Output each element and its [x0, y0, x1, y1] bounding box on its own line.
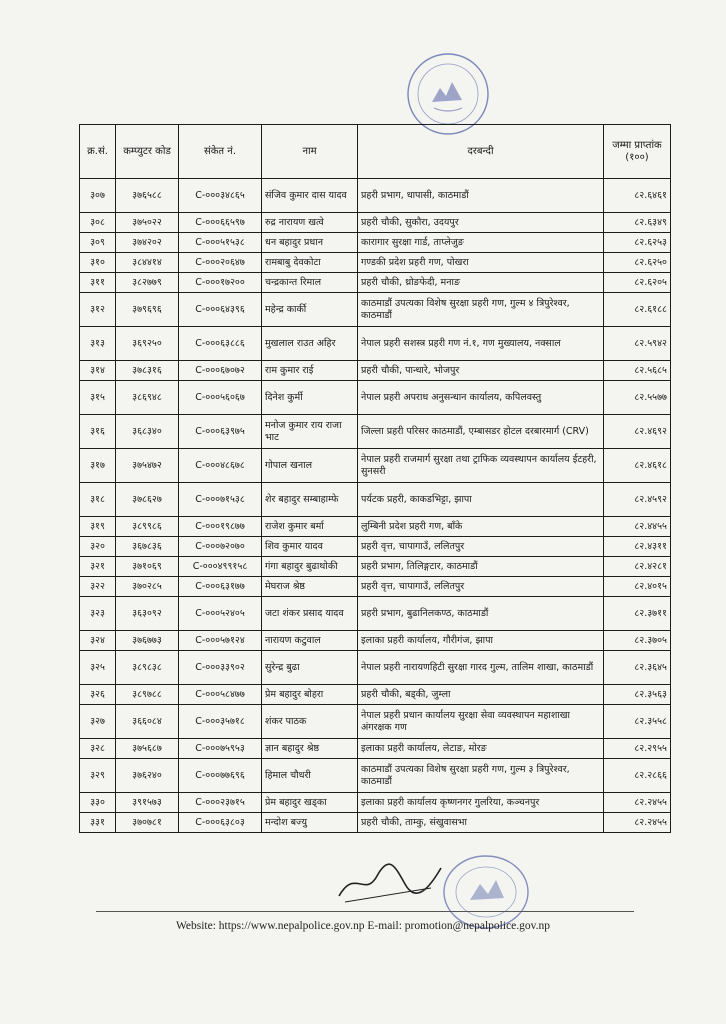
table-row	[80, 793, 671, 813]
table-body	[80, 179, 671, 833]
cell-total-marks: ८२.४४५५	[604, 517, 671, 537]
cell-name: रामबाबु देवकोटा	[262, 253, 358, 273]
cell-total-marks: ८२.६२५३	[604, 233, 671, 253]
cell-posting: प्रहरी प्रभाग, बुढानिलकण्ठ, काठमाडौं	[358, 597, 604, 631]
cell-serial: ३३०	[80, 793, 116, 813]
cell-serial: ३२२	[80, 577, 116, 597]
table-row	[80, 705, 671, 739]
table-row	[80, 557, 671, 577]
cell-symbol-no: C-०००४८६७८	[179, 449, 262, 483]
cell-total-marks: ८२.२९५५	[604, 739, 671, 759]
cell-posting: नेपाल प्रहरी सशस्त्र प्रहरी गण नं.१, गण मुख्यालय, नक्साल	[358, 327, 604, 361]
table-row	[80, 327, 671, 361]
table-header-row	[80, 125, 671, 179]
cell-serial: ३१३	[80, 327, 116, 361]
table-row	[80, 651, 671, 685]
cell-posting: नेपाल प्रहरी प्रधान कार्यालय सुरक्षा सेवा व्यवस्थापन महाशाखा अंगरक्षक गण	[358, 705, 604, 739]
cell-computer-code: ३७५०२२	[116, 213, 179, 233]
table-row	[80, 813, 671, 833]
cell-total-marks: ८२.२८६६	[604, 759, 671, 793]
table-row	[80, 597, 671, 631]
cell-serial: ३२८	[80, 739, 116, 759]
cell-posting: इलाका प्रहरी कार्यालय, लेटाङ, मोरङ	[358, 739, 604, 759]
cell-serial: ३२०	[80, 537, 116, 557]
cell-name: ज्ञान बहादुर श्रेष्ठ	[262, 739, 358, 759]
cell-computer-code: ३७५४७२	[116, 449, 179, 483]
table-row	[80, 233, 671, 253]
table-row	[80, 253, 671, 273]
cell-symbol-no: C-०००३५७१८	[179, 705, 262, 739]
cell-serial: ३०९	[80, 233, 116, 253]
header-total-marks: जम्मा प्राप्तांक (१००)	[604, 125, 671, 179]
cell-posting: काठमाडौं उपत्यका विशेष सुरक्षा प्रहरी गण, गुल्म ३ त्रिपुरेश्वर, काठमाडौं	[358, 759, 604, 793]
cell-posting: प्रहरी चौकी, ताम्कु, संखुवासभा	[358, 813, 604, 833]
cell-symbol-no: C-०००५८४७७	[179, 685, 262, 705]
cell-symbol-no: C-०००६४३९६	[179, 293, 262, 327]
cell-total-marks: ८२.४६९२	[604, 415, 671, 449]
cell-name: महेन्द्र कार्की	[262, 293, 358, 327]
cell-total-marks: ८२.६२५०	[604, 253, 671, 273]
cell-posting: जिल्ला प्रहरी परिसर काठमाडौं, एम्बासडर होटल दरबारमार्ग (CRV)	[358, 415, 604, 449]
cell-total-marks: ८२.४३११	[604, 537, 671, 557]
table-row	[80, 537, 671, 557]
cell-symbol-no: C-०००५७१२४	[179, 631, 262, 651]
cell-name: राजेश कुमार बर्मा	[262, 517, 358, 537]
cell-symbol-no: C-०००६३८८६	[179, 327, 262, 361]
cell-serial: ३२६	[80, 685, 116, 705]
cell-posting: प्रहरी प्रभाग, तिलिङ्गटार, काठमाडौं	[358, 557, 604, 577]
cell-serial: ३०७	[80, 179, 116, 213]
cell-computer-code: ३६३०९२	[116, 597, 179, 631]
cell-name: हिमाल चौधरी	[262, 759, 358, 793]
cell-serial: ३१७	[80, 449, 116, 483]
header-name: नाम	[262, 125, 358, 179]
cell-name: गोपाल खनाल	[262, 449, 358, 483]
table-row	[80, 449, 671, 483]
cell-name: राम कुमार राई	[262, 361, 358, 381]
cell-computer-code: ३७६२४०	[116, 759, 179, 793]
cell-computer-code: ३७१०६९	[116, 557, 179, 577]
cell-computer-code: ३८९७८८	[116, 685, 179, 705]
cell-posting: प्रहरी चौकी, पान्धारे, भोजपुर	[358, 361, 604, 381]
table-row	[80, 759, 671, 793]
cell-posting: प्रहरी वृत्त, चापागाउँ, ललितपुर	[358, 577, 604, 597]
cell-posting: पर्यटक प्रहरी, काकडभिट्टा, झापा	[358, 483, 604, 517]
cell-symbol-no: C-०००२३७१५	[179, 793, 262, 813]
table-row	[80, 415, 671, 449]
cell-symbol-no: C-०००६६५९७	[179, 213, 262, 233]
cell-name: मनोज कुमार राय राजा भाट	[262, 415, 358, 449]
cell-posting: कारागार सुरक्षा गार्ड, ताप्लेजुङ	[358, 233, 604, 253]
table-row	[80, 517, 671, 537]
cell-computer-code: ३७६७७३	[116, 631, 179, 651]
cell-total-marks: ८२.३६४५	[604, 651, 671, 685]
cell-symbol-no: C-०००३४८६५	[179, 179, 262, 213]
cell-computer-code: ३७०२८५	[116, 577, 179, 597]
table-row	[80, 685, 671, 705]
cell-name: सुरेन्द्र बुढा	[262, 651, 358, 685]
cell-computer-code: ३७०७८१	[116, 813, 179, 833]
cell-posting: गण्डकी प्रदेश प्रहरी गण, पोखरा	[358, 253, 604, 273]
signature	[335, 858, 445, 906]
cell-serial: ३१५	[80, 381, 116, 415]
table-row	[80, 293, 671, 327]
cell-serial: ३१०	[80, 253, 116, 273]
cell-symbol-no: C-०००७५९५३	[179, 739, 262, 759]
cell-symbol-no: C-०००५१५३८	[179, 233, 262, 253]
cell-serial: ३२४	[80, 631, 116, 651]
cell-name: दिनेश कुर्मी	[262, 381, 358, 415]
header-computer-code: कम्प्युटर कोड	[116, 125, 179, 179]
cell-posting: नेपाल प्रहरी राजमार्ग सुरक्षा तथा ट्राफिक व्यवस्थापन कार्यालय ईटहरी, सुनसरी	[358, 449, 604, 483]
table-row	[80, 179, 671, 213]
cell-computer-code: ३७५६८७	[116, 739, 179, 759]
footer-contact: Website: https://www.nepalpolice.gov.np E-mail: promotion@nepalpolice.gov.np	[175, 920, 551, 932]
cell-total-marks: ८२.२४५५	[604, 813, 671, 833]
cell-computer-code: ३७८३१६	[116, 361, 179, 381]
cell-total-marks: ८२.६४६१	[604, 179, 671, 213]
table-row	[80, 381, 671, 415]
cell-computer-code: ३६९२५०	[116, 327, 179, 361]
cell-total-marks: ८२.३७११	[604, 597, 671, 631]
cell-name: शंकर पाठक	[262, 705, 358, 739]
cell-posting: प्रहरी प्रभाग, धापासी, काठमाडौं	[358, 179, 604, 213]
cell-name: प्रेम बहादुर बोहरा	[262, 685, 358, 705]
cell-name: शेर बहादुर सम्बाहाम्फे	[262, 483, 358, 517]
cell-computer-code: ३७४२०२	[116, 233, 179, 253]
cell-serial: ३२३	[80, 597, 116, 631]
cell-symbol-no: C-०००७७६९६	[179, 759, 262, 793]
table-row	[80, 631, 671, 651]
table-row	[80, 361, 671, 381]
table-row	[80, 273, 671, 293]
cell-total-marks: ८२.३५६३	[604, 685, 671, 705]
cell-serial: ३२९	[80, 759, 116, 793]
cell-symbol-no: C-०००७१५३८	[179, 483, 262, 517]
table-row	[80, 213, 671, 233]
cell-total-marks: ८२.६१८८	[604, 293, 671, 327]
cell-total-marks: ८२.६३४९	[604, 213, 671, 233]
cell-total-marks: ८२.२४५५	[604, 793, 671, 813]
cell-total-marks: ८२.४०१५	[604, 577, 671, 597]
cell-serial: ३१६	[80, 415, 116, 449]
header-symbol-no: संकेत नं.	[179, 125, 262, 179]
cell-computer-code: ३६७८३६	[116, 537, 179, 557]
cell-name: जटा शंकर प्रसाद यादव	[262, 597, 358, 631]
cell-computer-code: ३८२७७९	[116, 273, 179, 293]
cell-name: प्रेम बहादुर खड्का	[262, 793, 358, 813]
cell-symbol-no: C-०००६३१७७	[179, 577, 262, 597]
cell-posting: इलाका प्रहरी कार्यालय कृष्णनगर गुलरिया, कञ्चनपुर	[358, 793, 604, 813]
cell-posting: लुम्बिनी प्रदेश प्रहरी गण, बाँके	[358, 517, 604, 537]
cell-name: मेघराज श्रेष्ठ	[262, 577, 358, 597]
cell-total-marks: ८२.४५९२	[604, 483, 671, 517]
cell-serial: ३२५	[80, 651, 116, 685]
cell-symbol-no: C-०००४९९१५८	[179, 557, 262, 577]
cell-total-marks: ८२.३७०५	[604, 631, 671, 651]
table-row	[80, 483, 671, 517]
marks-table	[79, 124, 671, 833]
cell-computer-code: ३९१५७३	[116, 793, 179, 813]
cell-serial: ३१४	[80, 361, 116, 381]
cell-symbol-no: C-०००६७०७२	[179, 361, 262, 381]
cell-total-marks: ८२.५६८५	[604, 361, 671, 381]
cell-posting: नेपाल प्रहरी नारायणहिटी सुरक्षा गारद गुल्म, तालिम शाखा, काठमाडौं	[358, 651, 604, 685]
cell-name: संजिव कुमार दास यादव	[262, 179, 358, 213]
cell-computer-code: ३७८६२७	[116, 483, 179, 517]
cell-symbol-no: C-०००३३९०२	[179, 651, 262, 685]
cell-name: चन्द्रकान्त रिमाल	[262, 273, 358, 293]
cell-serial: ३२१	[80, 557, 116, 577]
cell-posting: प्रहरी चौकी, बड्की, जुम्ला	[358, 685, 604, 705]
cell-serial: ३१९	[80, 517, 116, 537]
cell-name: गंगा बहादुर बुढाथोकी	[262, 557, 358, 577]
cell-total-marks: ८२.४६१८	[604, 449, 671, 483]
cell-name: मन्दोश बज्यु	[262, 813, 358, 833]
cell-computer-code: ३६८३४०	[116, 415, 179, 449]
cell-symbol-no: C-०००२०६४७	[179, 253, 262, 273]
cell-posting: प्रहरी चौकी, थ्रोङफेदी, मनाङ	[358, 273, 604, 293]
cell-symbol-no: C-०००६३८०३	[179, 813, 262, 833]
cell-symbol-no: C-०००१७२००	[179, 273, 262, 293]
cell-posting: प्रहरी चौकी, सुकौरा, उदयपुर	[358, 213, 604, 233]
cell-symbol-no: C-०००६३९७५	[179, 415, 262, 449]
footer-divider	[96, 911, 634, 912]
cell-name: नारायण कटुवाल	[262, 631, 358, 651]
cell-total-marks: ८२.४२८१	[604, 557, 671, 577]
cell-posting: प्रहरी वृत्त, चापागाउँ, ललितपुर	[358, 537, 604, 557]
cell-posting: नेपाल प्रहरी अपराध अनुसन्धान कार्यालय, कपिलवस्तु	[358, 381, 604, 415]
cell-serial: ३३१	[80, 813, 116, 833]
cell-computer-code: ३८९९८६	[116, 517, 179, 537]
header-posting: दरबन्दी	[358, 125, 604, 179]
cell-computer-code: ३६६०८४	[116, 705, 179, 739]
cell-serial: ३११	[80, 273, 116, 293]
cell-computer-code: ३८९८३८	[116, 651, 179, 685]
cell-name: मुखलाल राउत अहिर	[262, 327, 358, 361]
cell-computer-code: ३८६९४८	[116, 381, 179, 415]
cell-name: धन बहादुर प्रधान	[262, 233, 358, 253]
cell-symbol-no: C-०००१९८७७	[179, 517, 262, 537]
cell-symbol-no: C-०००५२४०५	[179, 597, 262, 631]
cell-name: रुद्र नारायण खत्वे	[262, 213, 358, 233]
header-serial: क्र.सं.	[80, 125, 116, 179]
cell-posting: काठमाडौं उपत्यका विशेष सुरक्षा प्रहरी गण, गुल्म ४ त्रिपुरेश्वर, काठमाडौं	[358, 293, 604, 327]
cell-serial: ३१२	[80, 293, 116, 327]
cell-symbol-no: C-०००७२०७०	[179, 537, 262, 557]
table-row	[80, 739, 671, 759]
cell-total-marks: ८२.६२०५	[604, 273, 671, 293]
table-row	[80, 577, 671, 597]
cell-name: शिव कुमार यादव	[262, 537, 358, 557]
cell-computer-code: ३७६५८८	[116, 179, 179, 213]
cell-total-marks: ८२.५५७७	[604, 381, 671, 415]
cell-serial: ३०८	[80, 213, 116, 233]
cell-computer-code: ३८४४१४	[116, 253, 179, 273]
cell-computer-code: ३७९६९६	[116, 293, 179, 327]
cell-serial: ३१८	[80, 483, 116, 517]
cell-symbol-no: C-०००५६०६७	[179, 381, 262, 415]
cell-serial: ३२७	[80, 705, 116, 739]
cell-total-marks: ८२.५९४२	[604, 327, 671, 361]
cell-total-marks: ८२.३५५८	[604, 705, 671, 739]
cell-posting: इलाका प्रहरी कार्यालय, गौरीगंज, झापा	[358, 631, 604, 651]
